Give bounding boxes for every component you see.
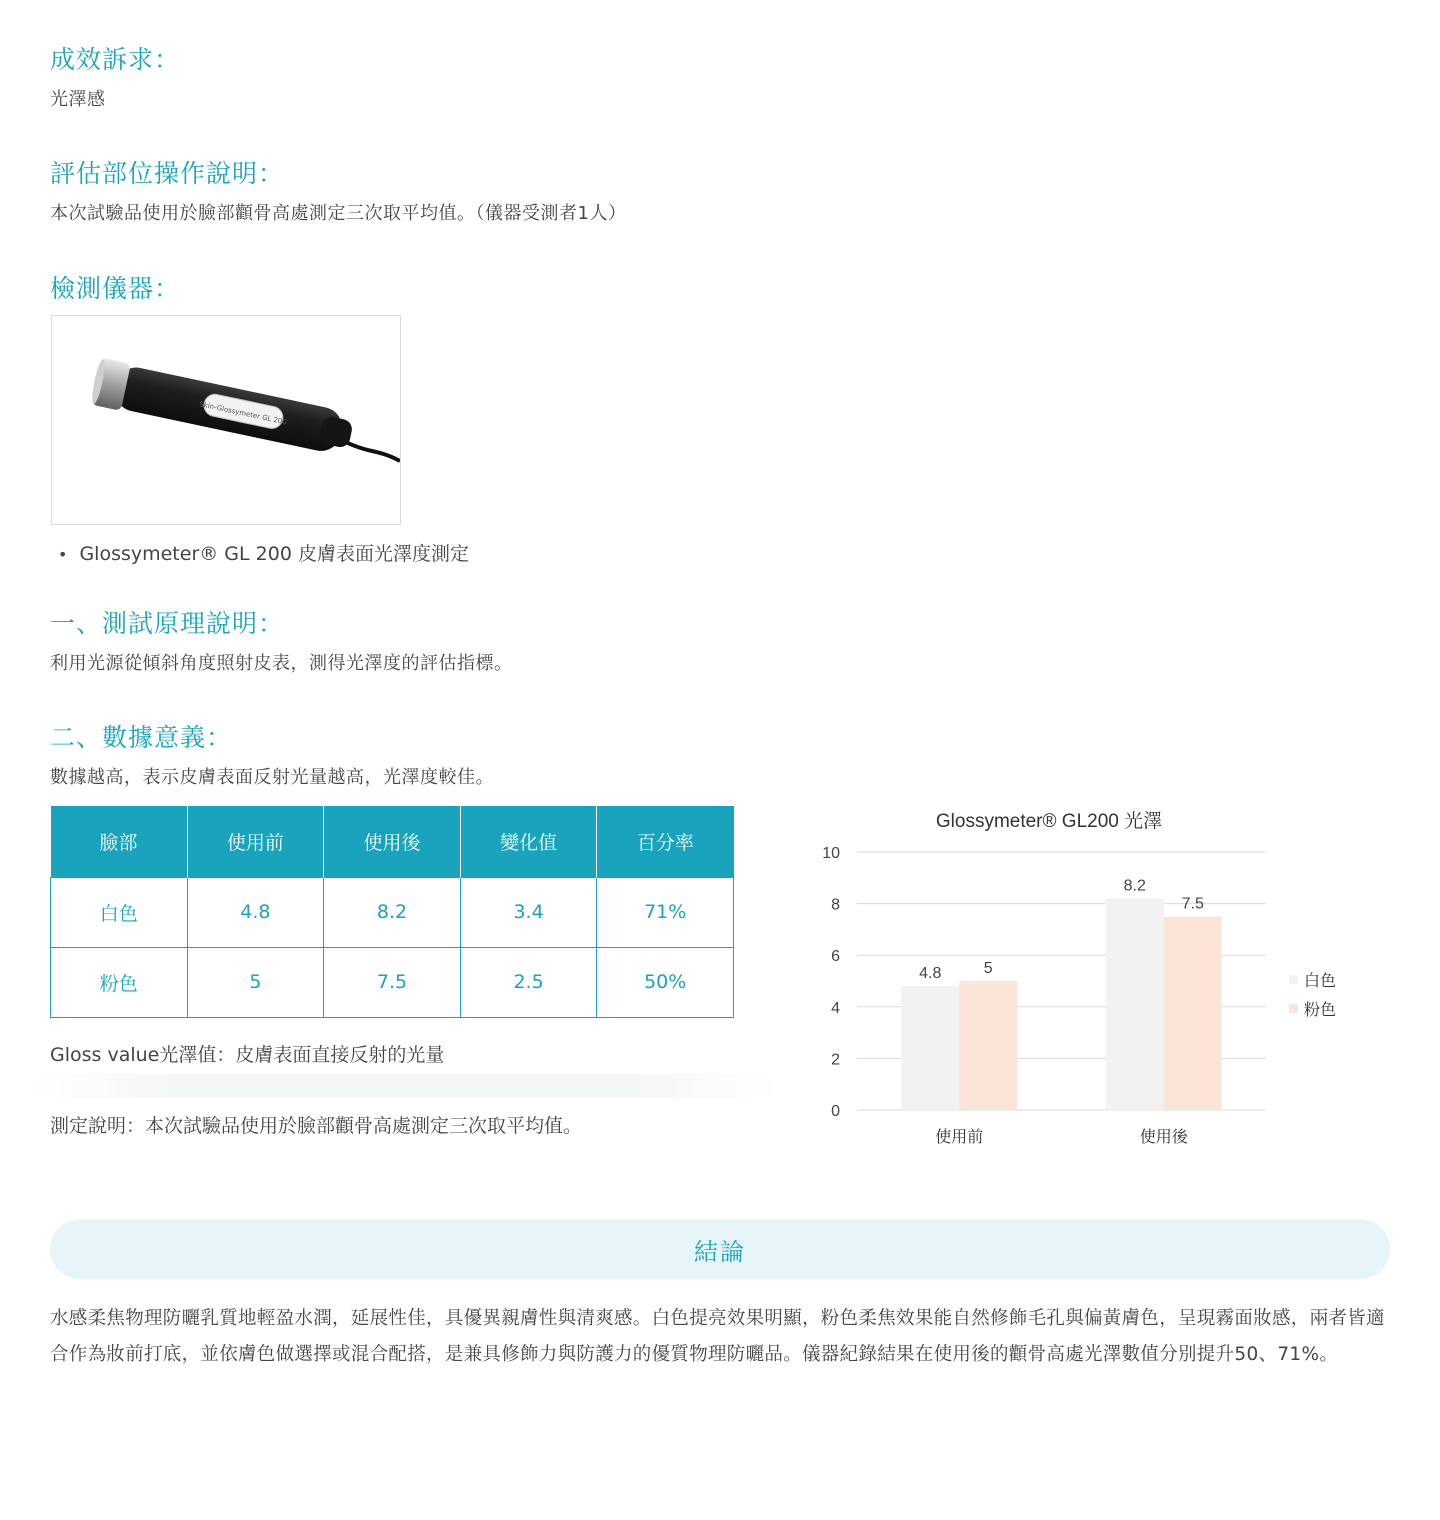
chart-bar	[1106, 898, 1164, 1110]
measure-note: 測定說明：本次試驗品使用於臉部顴骨高處測定三次取平均值。	[50, 1115, 583, 1137]
chart-title: Glossymeter® GL200 光澤	[935, 811, 1163, 832]
area-text: 本次試驗品使用於臉部顴骨高處測定三次取平均值。（儀器受測者1人）	[50, 203, 627, 224]
chart-y-tick-label: 8	[831, 896, 840, 914]
conclusion-text: 水感柔焦物理防曬乳質地輕盈水潤，延展性佳，具優異親膚性與清爽感。白色提亮效果明顯，粉色柔焦效果能自然修飾毛孔與偏黃膚色，呈現霧面妝感，兩者皆適合作為妝前打底，並依膚色做選擇或混合配搭，是兼具修飾力與防護力的優質物理防曬品。儀器紀錄結果在使用後的顴骨高處光澤數值分別提升50、71%。	[50, 1308, 1385, 1365]
chart-data-label: 4.8	[919, 965, 942, 983]
table-cell: 5	[187, 947, 324, 1017]
principle-heading: 一、測試原理說明：	[50, 609, 285, 638]
table-cell: 50%	[597, 947, 734, 1017]
chart-bar	[901, 986, 959, 1110]
results-table	[50, 806, 734, 1018]
table-header-cell: 使用前	[187, 806, 324, 877]
gloss-bar-chart	[800, 800, 1360, 1160]
gloss-value-note: Gloss value光澤值：皮膚表面直接反射的光量	[50, 1044, 445, 1066]
section-divider	[30, 1074, 780, 1098]
table-header-row	[51, 806, 734, 877]
chart-data-label: 7.5	[1181, 895, 1204, 913]
efficacy-heading: 成效訴求：	[50, 45, 181, 74]
table-cell: 71%	[597, 877, 734, 947]
chart-legend-label: 粉色	[1304, 1002, 1337, 1019]
chart-x-tick-label: 使用後	[1139, 1129, 1188, 1146]
glossymeter-device-image	[52, 316, 400, 524]
chart-x-tick-label: 使用前	[935, 1129, 984, 1146]
table-header-cell: 變化值	[460, 806, 597, 877]
table-cell: 7.5	[324, 947, 461, 1017]
table-header-cell: 臉部	[51, 806, 188, 877]
chart-y-tick-label: 4	[831, 999, 840, 1017]
bullet-icon: •	[58, 545, 68, 564]
device-caption	[58, 539, 469, 566]
principle-text: 利用光源從傾斜角度照射皮表，測得光澤度的評估指標。	[50, 653, 513, 674]
instrument-heading: 檢測儀器：	[50, 274, 181, 303]
chart-data-label: 5	[983, 960, 993, 977]
chart-bar	[1164, 917, 1222, 1111]
conclusion-banner	[50, 1219, 1390, 1279]
chart-legend-label: 白色	[1304, 973, 1337, 990]
device-label: Skin-Glossymeter GL 200	[198, 400, 288, 427]
meaning-heading: 二、數據意義：	[50, 723, 233, 752]
table-header-cell: 百分率	[597, 806, 734, 877]
chart-legend-swatch	[1289, 1004, 1298, 1013]
chart-legend-swatch	[1289, 975, 1298, 984]
table-row	[51, 947, 734, 1017]
table-cell: 2.5	[460, 947, 597, 1017]
table-cell: 8.2	[324, 877, 461, 947]
efficacy-text: 光澤感	[50, 89, 106, 110]
device-caption-text: Glossymeter® GL 200 皮膚表面光澤度測定	[79, 543, 469, 565]
chart-y-tick-label: 6	[831, 948, 840, 966]
table-cell: 4.8	[187, 877, 324, 947]
area-heading: 評估部位操作說明：	[50, 159, 285, 188]
chart-y-tick-label: 2	[831, 1051, 840, 1069]
chart-y-tick-label: 10	[822, 845, 840, 862]
chart-data-label: 8.2	[1123, 877, 1146, 895]
meaning-text: 數據越高，表示皮膚表面反射光量越高，光澤度較佳。	[50, 767, 494, 788]
table-cell: 白色	[51, 877, 188, 947]
table-row	[51, 877, 734, 947]
device-image	[51, 315, 401, 525]
chart-y-tick-label: 0	[831, 1103, 840, 1120]
table-header-cell: 使用後	[324, 806, 461, 877]
table-cell: 粉色	[51, 947, 188, 1017]
table-cell: 3.4	[460, 877, 597, 947]
chart-bar	[959, 981, 1017, 1110]
conclusion-title: 結論	[694, 1237, 746, 1266]
